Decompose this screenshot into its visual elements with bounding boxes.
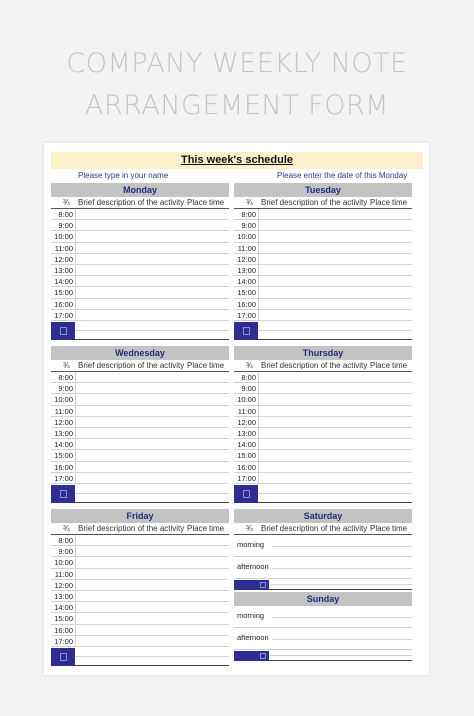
checkbox-cell[interactable] — [51, 322, 75, 340]
column-header — [51, 360, 229, 372]
time-label: 9:00 — [58, 384, 73, 394]
checkbox-cell[interactable] — [51, 648, 75, 666]
notes-row[interactable] — [51, 484, 229, 503]
time-slot-row[interactable] — [51, 535, 229, 546]
time-slot-row[interactable] — [51, 602, 229, 613]
column-description: Brief description of the activity — [78, 361, 185, 370]
time-slot-row[interactable] — [51, 209, 229, 220]
time-label: 14:00 — [237, 440, 256, 450]
time-slot-row[interactable] — [234, 462, 412, 473]
column-marker: ¾ — [63, 198, 70, 207]
time-slot-row[interactable] — [51, 265, 229, 276]
time-slot-row[interactable] — [51, 254, 229, 265]
friday-block — [51, 509, 229, 666]
column-time: time — [209, 198, 225, 207]
row-divider — [258, 372, 259, 383]
time-label: 14:00 — [54, 603, 73, 613]
checkbox-icon[interactable] — [243, 490, 250, 498]
time-label: 14:00 — [54, 277, 73, 287]
time-label: 10:00 — [54, 395, 73, 405]
time-label: 12:00 — [54, 580, 73, 590]
row-divider — [258, 473, 259, 484]
time-label: 13:00 — [237, 265, 256, 275]
time-slot-row[interactable] — [51, 417, 229, 428]
checkbox-icon[interactable] — [60, 327, 67, 335]
row-divider — [75, 602, 76, 613]
wednesday-header: Wednesday — [51, 346, 229, 360]
time-slot-row[interactable] — [51, 546, 229, 557]
morning-row[interactable] — [234, 535, 412, 557]
time-slot-row[interactable] — [234, 310, 412, 321]
column-description: Brief description of the activity — [261, 524, 368, 533]
row-divider — [258, 428, 259, 439]
row-divider — [258, 406, 259, 417]
column-marker: ¾ — [63, 524, 70, 533]
row-divider — [75, 276, 76, 287]
notes-line — [270, 655, 412, 656]
time-label: 15:00 — [237, 288, 256, 298]
row-divider — [75, 591, 76, 602]
time-label: 15:00 — [54, 288, 73, 298]
time-slot-row[interactable] — [51, 372, 229, 383]
notes-line — [75, 493, 229, 494]
time-slot-row[interactable] — [51, 220, 229, 231]
checkbox-icon[interactable] — [60, 653, 67, 661]
time-label: 10:00 — [237, 395, 256, 405]
saturday-header: Saturday — [234, 509, 412, 523]
row-divider — [75, 546, 76, 557]
time-slot-row[interactable] — [234, 299, 412, 310]
notes-row[interactable] — [234, 484, 412, 503]
friday-header: Friday — [51, 509, 229, 523]
column-description: Brief description of the activity — [261, 198, 368, 207]
row-divider — [258, 254, 259, 265]
checkbox-cell[interactable] — [234, 485, 258, 503]
time-slot-row[interactable] — [51, 243, 229, 254]
saturday-block — [234, 509, 412, 590]
time-label: 8:00 — [241, 210, 256, 219]
time-slot-row[interactable] — [51, 636, 229, 647]
row-divider — [258, 383, 259, 394]
time-label: 9:00 — [58, 221, 73, 231]
time-label: 11:00 — [54, 569, 73, 579]
time-slot-row[interactable] — [51, 625, 229, 636]
afternoon-row[interactable] — [234, 557, 412, 579]
row-divider — [258, 299, 259, 310]
time-label: 10:00 — [54, 232, 73, 242]
time-label: 9:00 — [241, 221, 256, 231]
notes-row[interactable] — [234, 650, 412, 661]
afternoon-line — [272, 568, 412, 569]
column-time: time — [392, 198, 408, 207]
time-slot-row[interactable] — [234, 473, 412, 484]
row-divider — [75, 209, 76, 220]
time-slot-row[interactable] — [234, 372, 412, 383]
tuesday-block — [234, 183, 412, 340]
time-slot-row[interactable] — [51, 310, 229, 321]
monday-header: Monday — [51, 183, 229, 197]
time-slot-row[interactable] — [234, 231, 412, 242]
time-label: 16:00 — [54, 462, 73, 472]
time-label: 15:00 — [54, 451, 73, 461]
column-description: Brief description of the activity — [78, 198, 185, 207]
row-divider — [258, 276, 259, 287]
time-label: 17:00 — [54, 310, 73, 320]
time-slot-row[interactable] — [51, 276, 229, 287]
time-slot-row[interactable] — [51, 439, 229, 450]
checkbox-cell[interactable] — [234, 322, 258, 340]
time-slot-row[interactable] — [234, 450, 412, 461]
checkbox-cell[interactable] — [234, 651, 269, 661]
time-label: 15:00 — [237, 451, 256, 461]
morning-label: morning — [237, 611, 265, 620]
notes-line — [258, 493, 412, 494]
column-place: Place — [370, 524, 391, 533]
row-divider — [75, 625, 76, 636]
column-header — [234, 523, 412, 535]
time-slot-row[interactable] — [234, 439, 412, 450]
time-label: 11:00 — [54, 406, 73, 416]
row-divider — [258, 287, 259, 298]
time-label: 12:00 — [237, 254, 256, 264]
time-label: 17:00 — [54, 636, 73, 646]
time-slot-row[interactable] — [234, 383, 412, 394]
column-header — [51, 197, 229, 209]
morning-line — [272, 617, 412, 618]
checkbox-icon[interactable] — [260, 653, 266, 659]
row-divider — [75, 287, 76, 298]
time-label: 12:00 — [54, 254, 73, 264]
row-divider — [75, 636, 76, 647]
time-label: 11:00 — [237, 243, 256, 253]
time-label: 16:00 — [237, 462, 256, 472]
time-slot-row[interactable] — [51, 557, 229, 568]
time-slot-row[interactable] — [234, 265, 412, 276]
column-header — [234, 197, 412, 209]
time-slot-row[interactable] — [234, 220, 412, 231]
time-label: 16:00 — [54, 299, 73, 309]
time-slot-row[interactable] — [51, 383, 229, 394]
notes-row[interactable] — [51, 647, 229, 666]
morning-row[interactable] — [234, 606, 412, 628]
time-label: 8:00 — [58, 373, 73, 382]
time-slot-row[interactable] — [234, 428, 412, 439]
time-label: 8:00 — [58, 536, 73, 545]
row-divider — [75, 535, 76, 546]
notes-row[interactable] — [234, 321, 412, 340]
row-divider — [75, 580, 76, 591]
monday-block — [51, 183, 229, 340]
column-description: Brief description of the activity — [261, 361, 368, 370]
time-label: 11:00 — [237, 406, 256, 416]
notes-line — [75, 656, 229, 657]
time-slot-row[interactable] — [51, 299, 229, 310]
schedule-sheet — [44, 143, 429, 675]
sunday-block — [234, 592, 412, 661]
time-label: 16:00 — [54, 625, 73, 635]
time-label: 12:00 — [54, 417, 73, 427]
time-slot-row[interactable] — [51, 428, 229, 439]
row-divider — [258, 450, 259, 461]
time-slot-row[interactable] — [51, 591, 229, 602]
row-divider — [75, 439, 76, 450]
time-slot-row[interactable] — [234, 406, 412, 417]
column-time: time — [392, 524, 408, 533]
time-label: 13:00 — [54, 428, 73, 438]
time-label: 14:00 — [54, 440, 73, 450]
time-label: 13:00 — [237, 428, 256, 438]
morning-label: morning — [237, 540, 265, 549]
time-label: 13:00 — [54, 591, 73, 601]
time-slot-row[interactable] — [51, 580, 229, 591]
time-slot-row[interactable] — [51, 613, 229, 624]
row-divider — [75, 450, 76, 461]
notes-line — [270, 584, 412, 585]
column-time: time — [209, 361, 225, 370]
row-divider — [75, 569, 76, 580]
time-label: 10:00 — [54, 558, 73, 568]
time-label: 8:00 — [241, 373, 256, 382]
time-label: 13:00 — [54, 265, 73, 275]
time-label: 10:00 — [237, 232, 256, 242]
notes-row[interactable] — [51, 321, 229, 340]
row-divider — [258, 265, 259, 276]
time-slot-row[interactable] — [51, 287, 229, 298]
schedule-title: This week's schedule — [51, 152, 423, 169]
thursday-block — [234, 346, 412, 503]
checkbox-cell[interactable] — [51, 485, 75, 503]
time-label: 12:00 — [237, 417, 256, 427]
time-slot-row[interactable] — [234, 276, 412, 287]
time-slot-row[interactable] — [234, 417, 412, 428]
time-slot-row[interactable] — [51, 450, 229, 461]
checkbox-icon[interactable] — [60, 490, 67, 498]
afternoon-line — [272, 639, 412, 640]
row-divider — [75, 372, 76, 383]
row-divider — [75, 254, 76, 265]
row-divider — [75, 265, 76, 276]
row-divider — [258, 220, 259, 231]
row-divider — [75, 383, 76, 394]
time-label: 17:00 — [237, 473, 256, 483]
row-divider — [75, 394, 76, 405]
column-marker: ¾ — [246, 361, 253, 370]
date-hint[interactable]: Please enter the date of this Monday — [277, 171, 408, 180]
time-slot-row[interactable] — [51, 406, 229, 417]
row-divider — [75, 243, 76, 254]
time-slot-row[interactable] — [234, 243, 412, 254]
row-divider — [258, 394, 259, 405]
wednesday-block — [51, 346, 229, 503]
time-label: 17:00 — [54, 473, 73, 483]
column-place: Place — [187, 524, 208, 533]
row-divider — [75, 417, 76, 428]
row-divider — [258, 310, 259, 321]
row-divider — [258, 417, 259, 428]
time-slot-row[interactable] — [234, 254, 412, 265]
time-slot-row[interactable] — [51, 473, 229, 484]
time-slot-row[interactable] — [51, 569, 229, 580]
notes-line — [258, 330, 412, 331]
afternoon-label: afternoon — [237, 562, 269, 571]
column-time: time — [209, 524, 225, 533]
column-place: Place — [187, 198, 208, 207]
column-marker: ¾ — [246, 198, 253, 207]
time-label: 9:00 — [58, 547, 73, 557]
notes-line — [75, 330, 229, 331]
row-divider — [258, 439, 259, 450]
time-label: 8:00 — [58, 210, 73, 219]
row-divider — [75, 462, 76, 473]
tuesday-header: Tuesday — [234, 183, 412, 197]
column-header — [234, 360, 412, 372]
name-hint[interactable]: Please type in your name — [78, 171, 169, 180]
notes-row[interactable] — [234, 579, 412, 590]
time-slot-row[interactable] — [234, 394, 412, 405]
time-label: 14:00 — [237, 277, 256, 287]
afternoon-label: afternoon — [237, 633, 269, 642]
row-divider — [75, 299, 76, 310]
row-divider — [258, 462, 259, 473]
row-divider — [75, 613, 76, 624]
time-label: 9:00 — [241, 384, 256, 394]
page-title-line-1: COMPANY WEEKLY NOTE — [66, 48, 408, 79]
checkbox-cell[interactable] — [234, 580, 269, 590]
time-slot-row[interactable] — [234, 287, 412, 298]
time-label: 17:00 — [237, 310, 256, 320]
row-divider — [75, 428, 76, 439]
checkbox-icon[interactable] — [243, 327, 250, 335]
page-title-line-2: ARRANGEMENT FORM — [84, 90, 389, 121]
column-description: Brief description of the activity — [78, 524, 185, 533]
row-divider — [75, 557, 76, 568]
time-slot-row[interactable] — [51, 231, 229, 242]
time-label: 15:00 — [54, 614, 73, 624]
column-header — [51, 523, 229, 535]
row-divider — [258, 231, 259, 242]
column-place: Place — [187, 361, 208, 370]
row-divider — [258, 243, 259, 254]
afternoon-row[interactable] — [234, 628, 412, 650]
sunday-header: Sunday — [234, 592, 412, 606]
time-label: 11:00 — [54, 243, 73, 253]
thursday-header: Thursday — [234, 346, 412, 360]
column-place: Place — [370, 198, 391, 207]
column-marker: ¾ — [246, 524, 253, 533]
checkbox-icon[interactable] — [260, 582, 266, 588]
morning-line — [272, 546, 412, 547]
column-time: time — [392, 361, 408, 370]
time-slot-row[interactable] — [51, 462, 229, 473]
row-divider — [75, 220, 76, 231]
time-slot-row[interactable] — [234, 209, 412, 220]
column-marker: ¾ — [63, 361, 70, 370]
row-divider — [75, 406, 76, 417]
time-slot-row[interactable] — [51, 394, 229, 405]
column-place: Place — [370, 361, 391, 370]
row-divider — [258, 209, 259, 220]
row-divider — [75, 310, 76, 321]
row-divider — [75, 473, 76, 484]
row-divider — [75, 231, 76, 242]
time-label: 16:00 — [237, 299, 256, 309]
